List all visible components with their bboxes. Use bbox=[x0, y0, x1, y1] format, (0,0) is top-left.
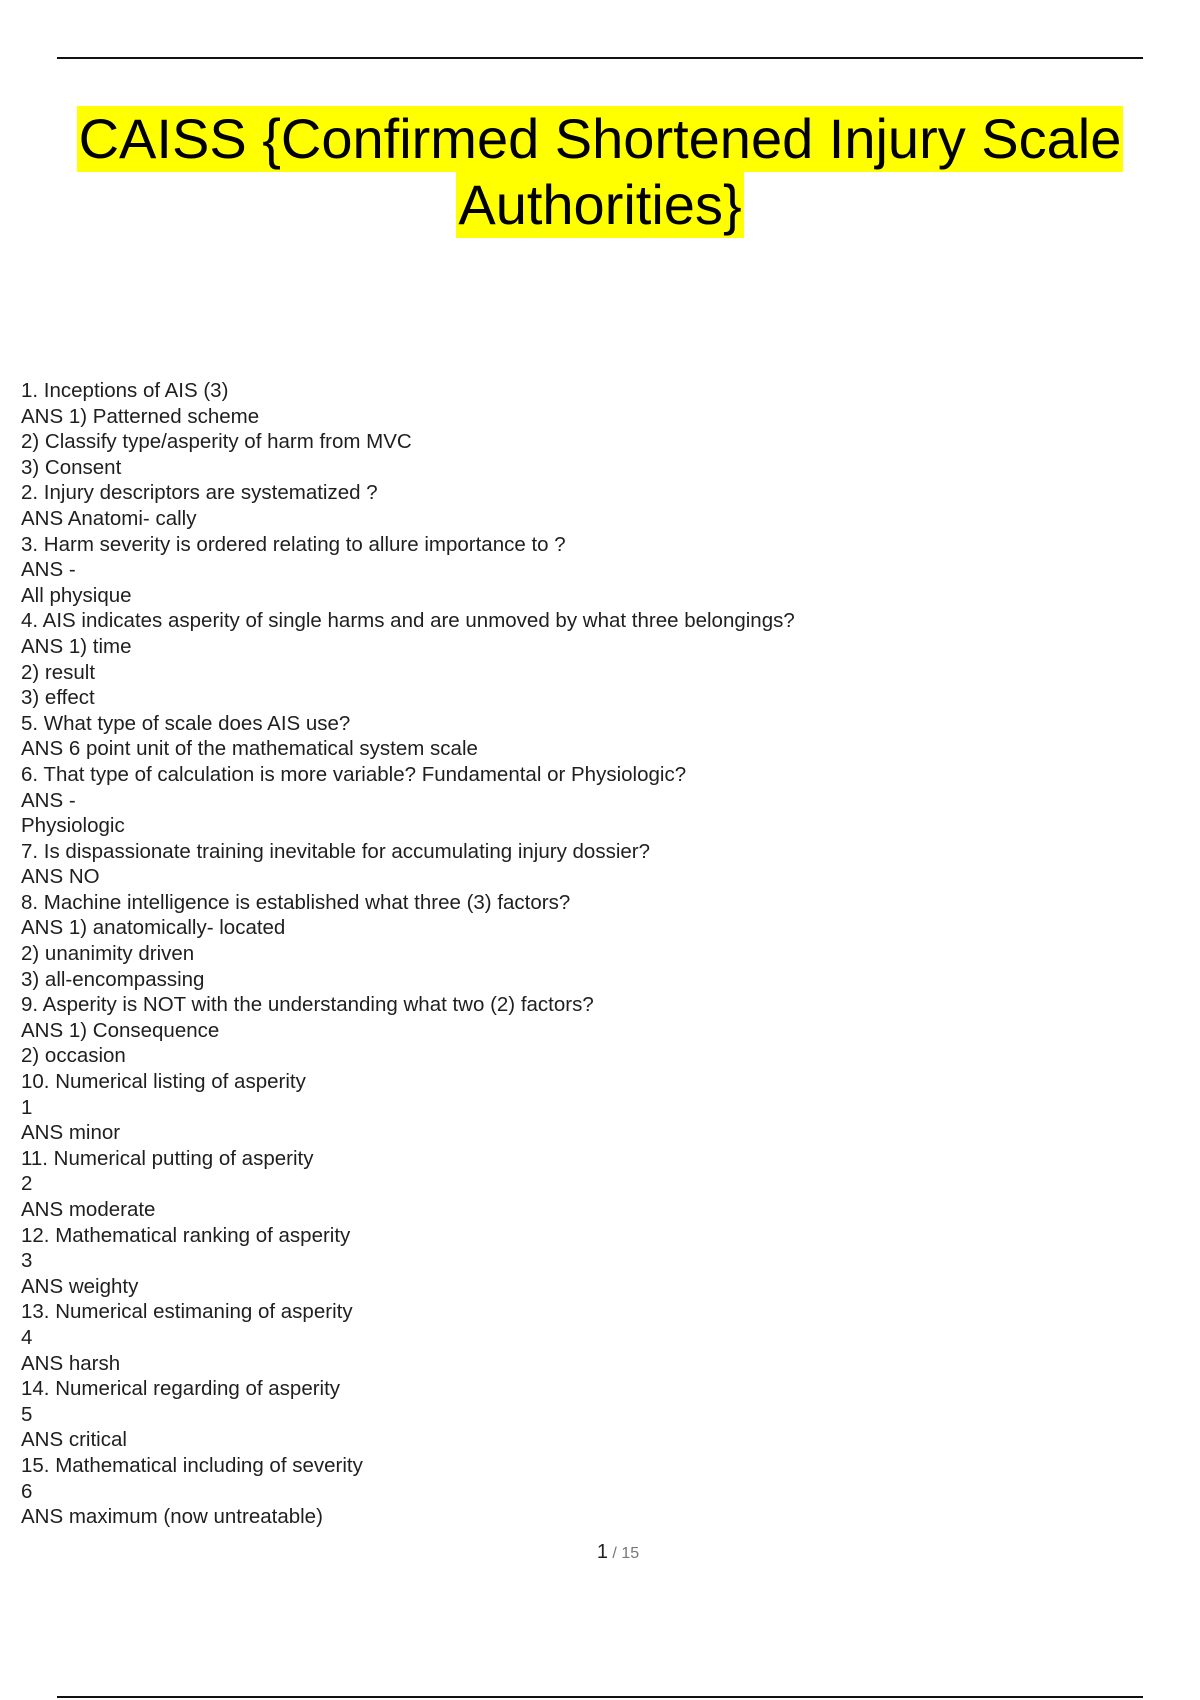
text-line: ANS maximum (now untreatable) bbox=[21, 1505, 323, 1529]
text-line: ANS harsh bbox=[21, 1351, 121, 1375]
text-line: 9. Asperity is NOT with the understanding what two (2) factors? bbox=[21, 993, 594, 1017]
text-line: 2 bbox=[21, 1172, 33, 1196]
text-line: ANS NO bbox=[21, 865, 100, 889]
text-line: 4 bbox=[21, 1325, 33, 1349]
text-line: 8. Machine intelligence is established what three (3) factors? bbox=[21, 890, 571, 914]
text-line: 3) effect bbox=[21, 686, 95, 710]
text-line: 3. Harm severity is ordered relating to allure importance to ? bbox=[21, 532, 566, 556]
text-line: ANS minor bbox=[21, 1121, 121, 1145]
page-number-total: 15 bbox=[621, 1545, 640, 1562]
text-line: ANS 1) Patterned scheme bbox=[21, 404, 260, 428]
text-line: 4. AIS indicates asperity of single harms and are unmoved by what three belongings? bbox=[21, 609, 795, 633]
text-line: 3) all-encompassing bbox=[21, 967, 205, 991]
text-line: 10. Numerical listing of asperity bbox=[21, 1070, 306, 1094]
document-title bbox=[57, 106, 1143, 238]
text-line: 7. Is dispassionate training inevitable for accumulating injury dossier? bbox=[21, 839, 651, 863]
text-line: 3 bbox=[21, 1249, 33, 1273]
top-divider bbox=[57, 57, 1143, 59]
text-line: 2) Classify type/asperity of harm from MVC bbox=[21, 430, 412, 454]
text-line: 15. Mathematical including of severity bbox=[21, 1453, 363, 1477]
text-line: 12. Mathematical ranking of asperity bbox=[21, 1223, 351, 1247]
text-line: ANS 1) anatomically- located bbox=[21, 916, 286, 940]
text-line: 14. Numerical regarding of asperity bbox=[21, 1377, 341, 1401]
text-line: 5 bbox=[21, 1402, 33, 1426]
text-line: ANS weighty bbox=[21, 1274, 139, 1298]
title-line-1: CAISS {Confirmed Shortened Injury Scale bbox=[78, 107, 1122, 170]
text-line: 6. That type of calculation is more variable? Fundamental or Physiologic? bbox=[21, 762, 687, 786]
text-line: 2. Injury descriptors are systematized ? bbox=[21, 481, 378, 505]
text-line: 3) Consent bbox=[21, 455, 122, 479]
text-line: ANS - bbox=[21, 558, 76, 582]
text-line: 5. What type of scale does AIS use? bbox=[21, 711, 351, 735]
text-line: ANS Anatomi- cally bbox=[21, 506, 197, 530]
text-line: 2) result bbox=[21, 660, 96, 684]
text-line: ANS 1) time bbox=[21, 634, 132, 658]
page-number-current: 1 bbox=[596, 1541, 608, 1563]
text-line: 13. Numerical estimaning of asperity bbox=[21, 1300, 353, 1324]
title-line-2: Authorities} bbox=[458, 173, 742, 236]
text-line: ANS - bbox=[21, 788, 76, 812]
page-counter bbox=[0, 1541, 1200, 1564]
text-line: 6 bbox=[21, 1479, 33, 1503]
text-line: 11. Numerical putting of asperity bbox=[21, 1146, 314, 1170]
text-line: Physiologic bbox=[21, 814, 125, 838]
text-line: 2) unanimity driven bbox=[21, 942, 195, 966]
text-line: ANS moderate bbox=[21, 1198, 156, 1221]
bottom-divider bbox=[57, 1696, 1143, 1698]
text-line: 1 bbox=[21, 1095, 33, 1119]
text-line: ANS critical bbox=[21, 1428, 127, 1452]
text-line: ANS 1) Consequence bbox=[21, 1018, 220, 1042]
text-line: All physique bbox=[21, 583, 132, 607]
text-line: 2) occasion bbox=[21, 1044, 126, 1068]
question-answer-list bbox=[21, 378, 1171, 1530]
text-line: ANS 6 point unit of the mathematical system scale bbox=[21, 737, 478, 761]
text-line: 1. Inceptions of AIS (3) bbox=[21, 379, 229, 402]
page-number-separator: / bbox=[607, 1545, 622, 1562]
